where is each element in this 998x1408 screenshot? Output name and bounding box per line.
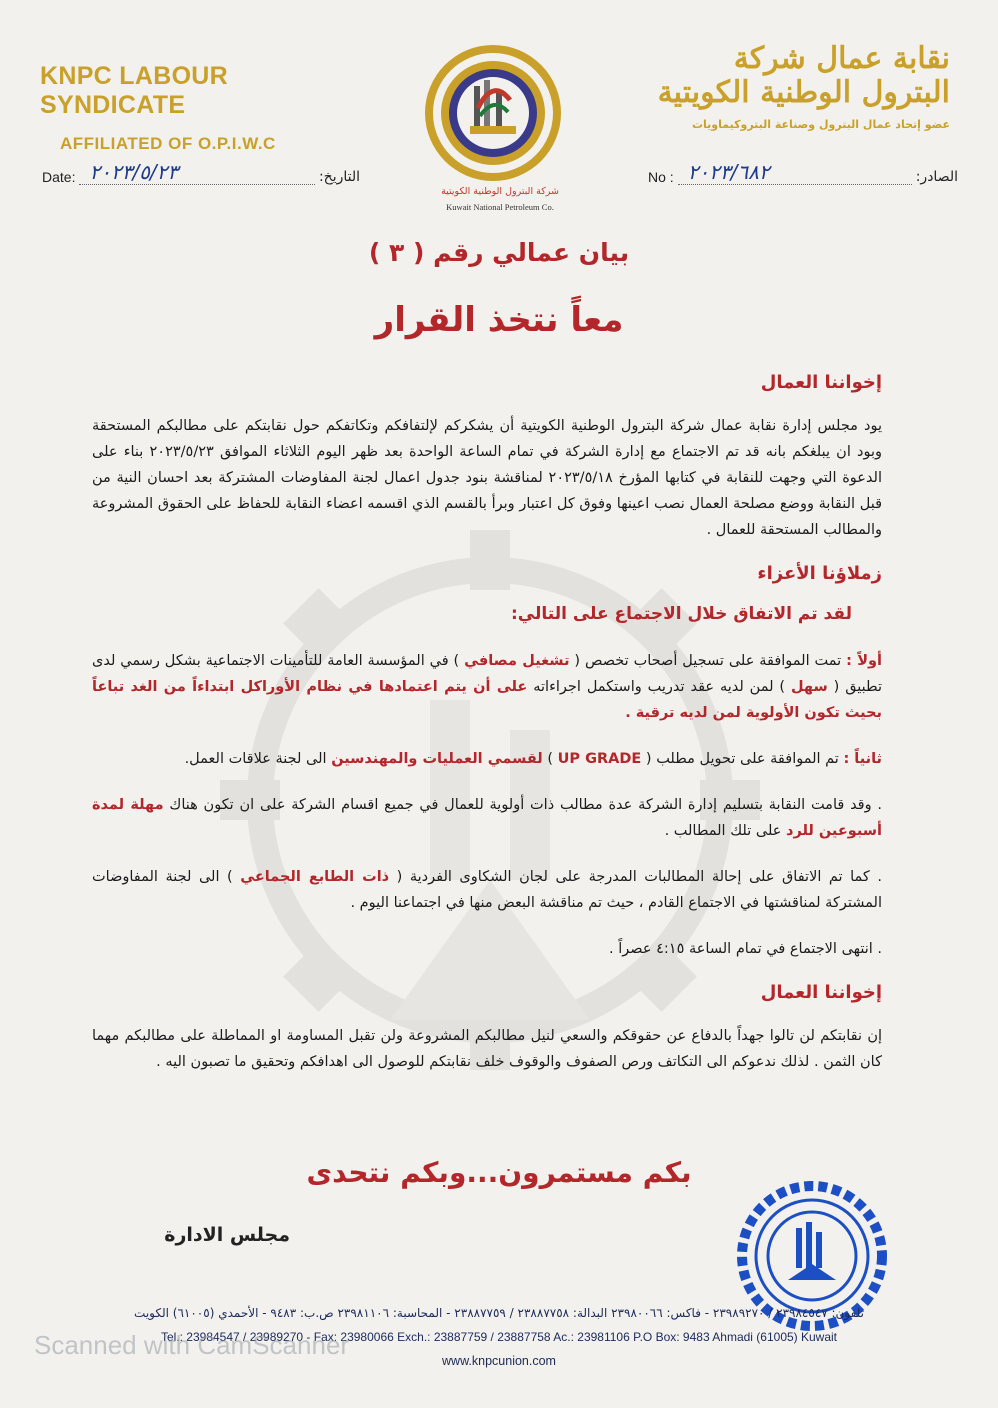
workers-greeting-closing: إخواننا العمال [760, 982, 882, 1003]
item-1-text-c: ) لمن لديه عقد تدريب واستكمل اجراءاته [527, 679, 791, 695]
no-label-arabic: الصادر: [915, 169, 958, 185]
letterhead-english [40, 62, 370, 154]
no-fill-line [678, 162, 912, 185]
date-label: Date: [42, 169, 76, 185]
syndicate-name-arabic-line2: البترول الوطنية الكويتية [657, 75, 950, 110]
agreement-heading: لقد تم الاتفاق خلال الاجتماع على التالي: [511, 604, 852, 624]
date-field [42, 162, 360, 185]
item-1-highlight-b: سهل [790, 679, 828, 695]
item-4-highlight: ذات الطابع الجماعي [240, 869, 390, 885]
date-value: ٢٠٢٣/٥/٢٣ [89, 160, 179, 184]
item-3-text-a: . وقد قامت النقابة بتسليم إدارة الشركة عدة مطالب ذات أولوية للعمال في جميع اقسام الشركة على ان تكون هناك [163, 797, 883, 813]
logo-caption-english: Kuwait National Petroleum Co. [446, 202, 554, 212]
reference-number-field [648, 162, 958, 185]
meeting-end-note: . انتهى الاجتماع في تمام الساعة ٤:١٥ عصراً . [609, 941, 882, 957]
workers-greeting: إخواننا العمال [760, 372, 882, 393]
item-3-text-b: على تلك المطالب . [664, 823, 786, 839]
item-2-highlight-a: UP GRADE [557, 751, 642, 767]
statement-number-heading: بيان عمالي رقم ( ٣ ) [368, 238, 630, 267]
intro-paragraph: يود مجلس إدارة نقابة عمال شركة البترول الوطنية الكويتية أن يشكركم لإلتفافكم وتكاتفكم حول نقابتكم على مطالبكم المستحقة وبود ان يبلغكم بانه قد تم الاجتماع مع إدارة الشركة في تمام الساعة الواحدة بعد ظهر اليوم الثلاثاء الموافق ٢٠٢٣/٥/٢٣ بناء على الدعوة التي وجهت للنقابة في كتابها المؤرخ ٢٠٢٣/٥/١٨ لمناقشة بنود جدول اعمال لجنة المفاوضات المشتركة بعد احسان النية من قبل النقابة ووضع مصلحة العمال نصب اعينها وفوق كل اعتبار وبرأ بالقسم الذي اقسمه اعضاء النقابة للحفاظ على الحقوق المشروعة والمطالب المستحقة للعمال . [92, 418, 882, 538]
slogan-heading: معاً نتخذ القرار [374, 300, 624, 340]
website-link[interactable]: www.knpcunion.com [442, 1354, 556, 1368]
agreement-item-3 [92, 792, 882, 844]
contact-info-arabic: تلفون: ٢٣٩٨٤٥٤٧ / ٢٣٩٨٩٢٧٠ - فاكس: ٢٣٩٨٠٠٦٦ البدالة: ٢٣٨٨٧٧٥٨ / ٢٣٨٨٧٧٥٩ - المحاسبة: ٢٣٩٨١١٠٦ ص.ب: ٩٤٨٣ - الأحمدي (٦١٠٠٥) الكويت [134, 1306, 864, 1320]
agreement-item-4 [92, 864, 882, 916]
item-1-highlight-a: تشغيل مصافي [464, 653, 570, 669]
letterhead-arabic [640, 42, 950, 131]
board-signature: مجلس الادارة [164, 1224, 290, 1246]
item-2-highlight-b: لقسمي العمليات والمهندسين [331, 751, 543, 767]
item-1-text-a: تمت الموافقة على تسجيل أصحاب تخصص ( [569, 653, 847, 669]
date-fill-line [79, 162, 314, 185]
statement-body [92, 372, 882, 1075]
item-2-text-b: ) [542, 751, 558, 767]
item-2-marker: ثانياً : [843, 751, 882, 767]
no-value: ٢٠٢٣/٦٨٢ [687, 160, 770, 184]
item-2-text-a: تم الموافقة على تحويل مطلب ( [641, 751, 844, 767]
item-4-text-a: . كما تم الاتفاق على إحالة المطالبات المدرجة على لجان الشكاوى الفردية ( [389, 869, 882, 885]
item-3-highlight: مهلة لمدة أسبوعين للرد [92, 797, 882, 839]
closing-paragraph: إن نقابتكم لن تالوا جهداً بالدفاع عن حقوقكم والسعي لنيل مطالبكم المشروعة ولن تقبل المساومة او المماطلة على مطالبكم مهما كان الثمن . لذلك ندعوكم الى التكاتف ورص الصفوف والوقوف خلف نقابتكم للوصول الى اهدافكم وتحقيق ما تصبون اليه . [92, 1028, 882, 1070]
syndicate-name-english: KNPC LABOUR SYNDICATE [40, 62, 229, 119]
syndicate-name-arabic-line1: نقابة عمال شركة [733, 41, 950, 76]
item-1-marker: أولاً : [846, 653, 882, 669]
closing-slogan: بكم مستمرون...وبكم نتحدى [306, 1156, 692, 1189]
logo-caption-arabic: شركة البترول الوطنية الكويتية [441, 186, 559, 197]
agreement-item-2 [92, 746, 882, 772]
date-label-arabic: التاريخ: [318, 169, 360, 185]
item-2-text-c: الى لجنة علاقات العمل. [184, 751, 332, 767]
item-1-highlight-c: على أن يتم اعتمادها في نظام الأوراكل ابتداءاً من الغد تباعاً بحيث تكون الأولوية لمن لديه ترقية . [92, 679, 882, 721]
scanner-watermark: Scanned with CamScanner [34, 1330, 350, 1360]
contact-info-english: Tel.: 23984547 / 23989270 - Fax: 23980066 Exch.: 23887759 / 23887758 Ac.: 23981106 P.O Box: 9483 Ahmadi (61005) Kuwait [160, 1330, 838, 1344]
affiliation-arabic: عضو إتحاد عمال البترول وصناعة البتروكيماويات [691, 118, 950, 131]
agreement-item-1 [92, 648, 882, 726]
no-label: No : [648, 169, 674, 185]
item-4-text-b: ) الى لجنة المفاوضات المشتركة لمناقشتها في الاجتماع القادم ، حيث تم مناقشة البعض منها في اجتماعنا اليوم . [92, 869, 882, 911]
colleagues-greeting: زملاؤنا الأعزاء [757, 563, 882, 584]
knpc-syndicate-logo [418, 38, 568, 188]
item-1-text-b: ) في المؤسسة العامة للتأمينات الاجتماعية بشكل رسمي لدى تطبيق ( [92, 653, 882, 695]
affiliation-english: AFFILIATED OF O.P.I.W.C [60, 134, 276, 153]
